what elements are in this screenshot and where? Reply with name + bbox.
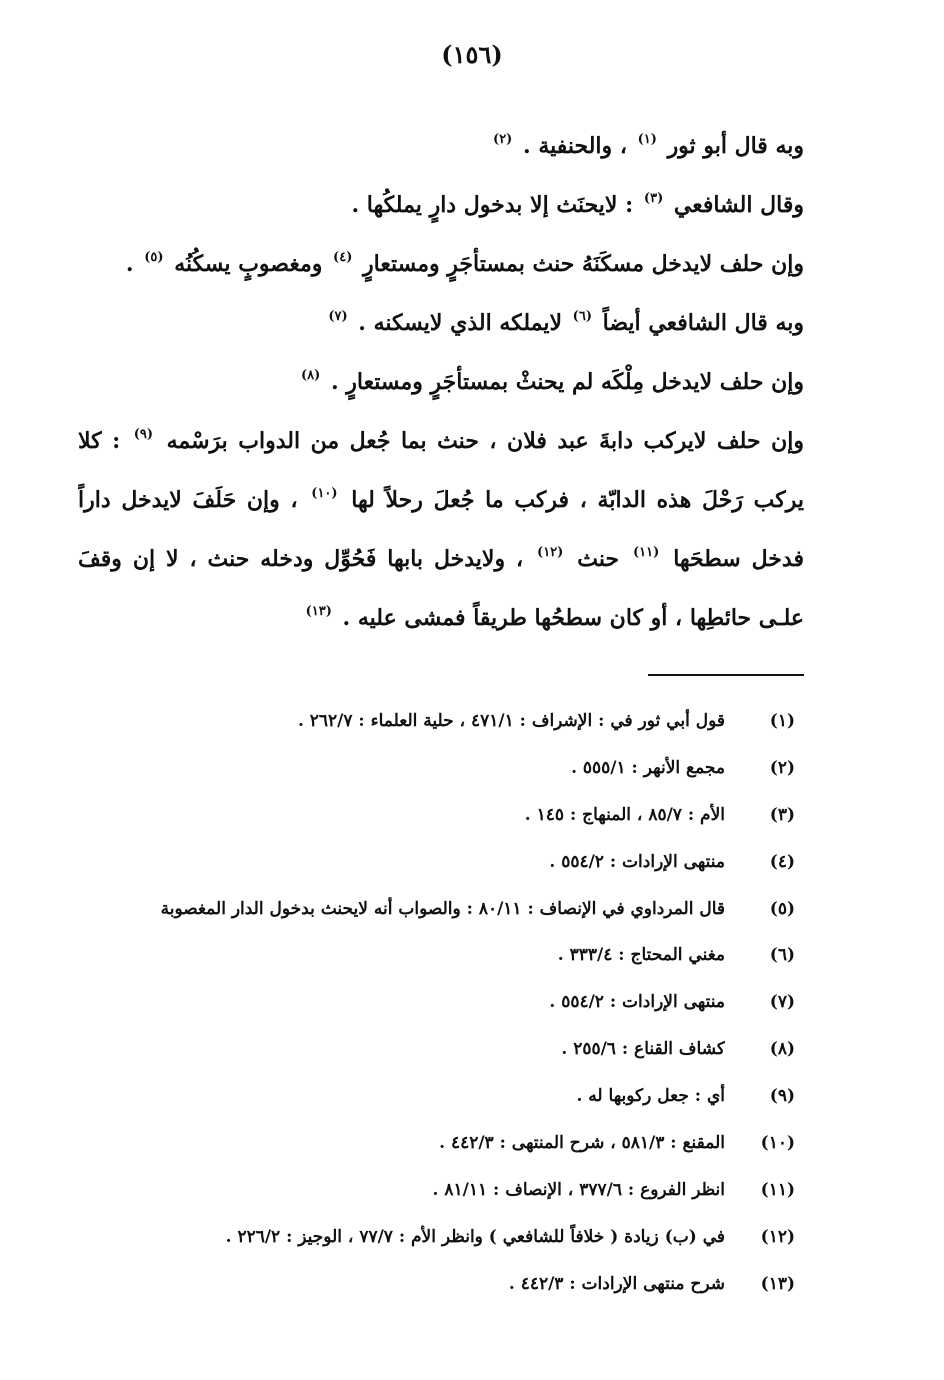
footnote-ref-11[interactable]: (١١)	[633, 545, 660, 560]
text-segment: وبه قال الشافعي أيضاً	[602, 310, 804, 336]
footnote-text: منتهى الإرادات : ٥٥٤/٢ .	[549, 992, 725, 1013]
text-line-4	[78, 287, 804, 346]
footnote-text: كشاف القناع : ٢٥٥/٦ .	[561, 1039, 725, 1060]
text-segment: وبه قال أبو ثور	[667, 133, 804, 159]
footnote-number: (٣)	[769, 804, 795, 825]
footnote-text: قول أبي ثور في : الإشراف : ٤٧١/١ ، حلية العلماء : ٢٦٢/٧ .	[297, 711, 725, 731]
footnote-item	[80, 979, 795, 1026]
footnote-text: المقنع : ٥٨١/٣ ، شرح المنتهى : ٤٤٢/٣ .	[439, 1133, 725, 1154]
main-text	[78, 110, 804, 641]
footnote-text: قال المرداوي في الإنصاف : ٨٠/١١ : والصواب أنه لايحنث بدخول الدار المغصوبة	[160, 898, 725, 919]
text-line-7	[78, 464, 804, 523]
footnote-number: (١١)	[760, 1179, 795, 1200]
text-segment: ، وإن حَلَفَ لايدخل داراً	[78, 487, 298, 513]
footnote-number: (١)	[769, 711, 795, 731]
footnote-ref-5[interactable]: (٥)	[144, 250, 164, 265]
footnote-item	[80, 1026, 795, 1073]
footnote-item	[80, 1167, 795, 1214]
text-line-5	[78, 346, 804, 405]
footnote-text: في (ب) زيادة ( خلافاً للشافعي ) وانظر الأم : ٧٧/٧ ، الوجيز : ٢٢٦/٢ .	[225, 1226, 725, 1247]
footnote-item	[80, 1214, 795, 1261]
text-segment: ، ولايدخل بابها فَحُوِّل ودخله حنث ، لا إن وقفَ	[78, 546, 524, 572]
footnote-number: (٩)	[769, 1086, 795, 1107]
footnote-number: (١٠)	[760, 1133, 795, 1154]
footnote-ref-3[interactable]: (٣)	[643, 191, 664, 206]
footnote-item	[80, 1120, 795, 1167]
text-segment: لايملكه الذي لايسكنه .	[358, 310, 562, 336]
footnote-ref-6[interactable]: (٦)	[572, 309, 592, 324]
text-segment: وإن حلف لايدخل مسكَنَهُ حنث بمستأجَرٍ ومستعارٍ	[363, 251, 804, 277]
footnote-item	[80, 886, 795, 933]
text-line-2	[78, 169, 804, 228]
footnote-ref-7[interactable]: (٧)	[328, 309, 348, 324]
footnote-text: مغني المحتاج : ٣٣٣/٤ .	[557, 945, 725, 966]
footnote-text: أي : جعل ركوبها له .	[576, 1086, 725, 1107]
footnote-item	[80, 792, 795, 839]
footnotes-list	[80, 698, 795, 1308]
text-segment: وإن حلف لايدخل مِلْكَه لم يحنثْ بمستأجَرٍ ومستعارٍ .	[330, 369, 804, 395]
text-segment: وقال الشافعي	[673, 192, 804, 218]
footnote-ref-10[interactable]: (١٠)	[311, 486, 338, 501]
text-segment: حنث	[577, 546, 620, 572]
footnote-ref-2[interactable]: (٢)	[493, 132, 513, 147]
footnote-item	[80, 745, 795, 792]
footnote-text: انظر الفروع : ٣٧٧/٦ ، الإنصاف : ٨١/١١ .	[432, 1179, 725, 1200]
footnote-ref-9[interactable]: (٩)	[133, 427, 154, 442]
footnote-text: منتهى الإرادات : ٥٥٤/٢ .	[549, 851, 725, 872]
text-segment: ومغصوبٍ يسكُنُه	[174, 251, 323, 277]
footnote-ref-4[interactable]: (٤)	[333, 250, 353, 265]
text-segment: : لايحنَث إلا بدخول دارٍ يملكُها .	[351, 192, 634, 218]
footnote-ref-12[interactable]: (١٢)	[537, 545, 564, 560]
text-line-9	[78, 582, 804, 641]
footnote-number: (٨)	[769, 1039, 795, 1060]
text-segment: ، والحنفية .	[523, 133, 627, 159]
text-segment: .	[125, 251, 134, 277]
footnote-separator	[648, 674, 804, 676]
footnote-item	[80, 1073, 795, 1120]
footnote-number: (١٣)	[760, 1273, 795, 1294]
page-number: (١٥٦)	[441, 40, 503, 69]
text-line-1	[78, 110, 804, 169]
footnote-item	[80, 698, 795, 745]
footnote-text: الأم : ٨٥/٧ ، المنهاج : ١٤٥ .	[524, 804, 725, 825]
text-line-6	[78, 405, 804, 464]
text-segment: وإن حلف لايركب دابةَ عبد فلان ، حنث بما جُعل من الدواب برَسْمه	[166, 428, 804, 454]
footnote-number: (٧)	[769, 992, 795, 1013]
footnote-ref-1[interactable]: (١)	[637, 132, 657, 147]
text-segment: فدخل سطحَها	[673, 546, 804, 572]
footnote-text: مجمع الأنهر : ٥٥٥/١ .	[571, 757, 725, 778]
text-line-8	[78, 523, 804, 582]
footnote-number: (١٢)	[760, 1226, 795, 1247]
footnote-number: (٦)	[769, 945, 795, 966]
text-segment: : كلا	[78, 428, 121, 454]
text-line-3	[78, 228, 804, 287]
footnote-number: (٤)	[769, 851, 795, 872]
footnote-item	[80, 839, 795, 886]
text-segment: يركب رَحْلَ هذه الدابّة ، فركب ما جُعلَ رحلاً لها	[351, 487, 804, 513]
footnote-number: (٢)	[769, 757, 795, 778]
footnote-item	[80, 932, 795, 979]
footnote-ref-13[interactable]: (١٣)	[305, 604, 332, 619]
footnote-ref-8[interactable]: (٨)	[300, 368, 321, 383]
footnote-item	[80, 1261, 795, 1308]
footnote-text: شرح منتهى الإرادات : ٤٤٢/٣ .	[508, 1273, 725, 1294]
text-segment: علـى حائطِها ، أو كان سطحُها طريقاً فمشى عليه .	[342, 605, 804, 631]
footnote-number: (٥)	[769, 898, 795, 919]
